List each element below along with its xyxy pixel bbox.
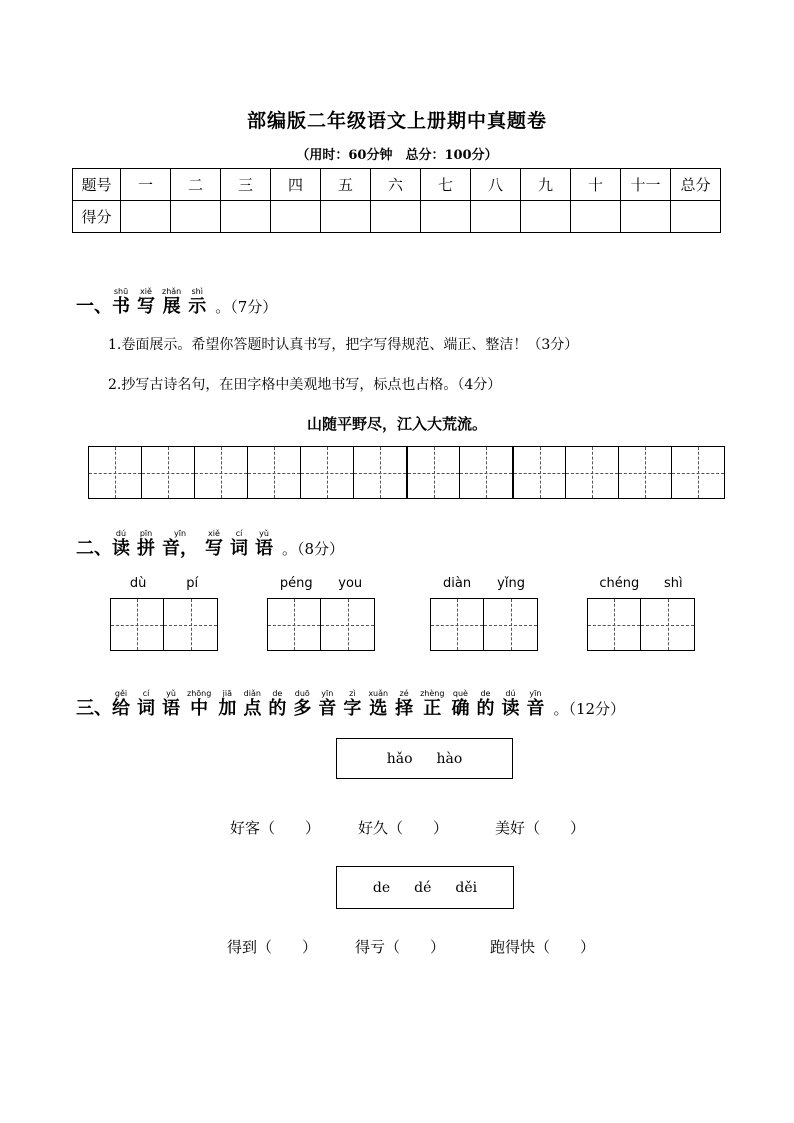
ruby-char	[318, 689, 336, 720]
pinyin: diǎn	[243, 689, 261, 698]
hanzi: 中	[190, 698, 209, 719]
section1-item1: 1.卷面展示。希望你答题时认真书写，把字写得规范、端正、整洁！（3分）	[108, 337, 579, 353]
pinyin-syllable: pí	[186, 576, 199, 591]
score-input-cell[interactable]	[621, 201, 671, 233]
score-input-cell[interactable]	[671, 201, 721, 233]
pinyin: xiě	[208, 529, 220, 538]
hanzi: 音，	[162, 538, 198, 559]
score-table-score-row	[73, 201, 721, 233]
hanzi: 读	[112, 538, 130, 559]
ruby-char	[162, 529, 198, 560]
page-subtitle: （用时：60分钟 总分：100分）	[296, 148, 498, 163]
tianzi-grid-row[interactable]	[88, 446, 725, 499]
ruby-char	[255, 529, 273, 560]
ruby-char	[420, 689, 444, 720]
score-input-cell[interactable]	[121, 201, 171, 233]
tianzi-cell[interactable]	[406, 446, 460, 499]
score-input-cell[interactable]	[471, 201, 521, 233]
pinyin: xuǎn	[368, 689, 389, 698]
hanzi: 展	[162, 296, 181, 317]
pinyin: què	[452, 689, 468, 698]
tianzi-cell[interactable]	[512, 446, 566, 499]
score-input-cell[interactable]	[371, 201, 421, 233]
score-table-header-cell: 总分	[671, 169, 721, 201]
word-pinyin	[110, 576, 218, 591]
answer-blank[interactable]: 好久（ ）	[358, 819, 449, 837]
score-table-header-cell: 十	[571, 169, 621, 201]
score-table	[72, 168, 721, 233]
word-pinyin	[430, 576, 538, 591]
pinyin-syllable: you	[338, 576, 363, 591]
score-input-cell[interactable]	[271, 201, 321, 233]
pinyin: dú	[505, 689, 516, 698]
score-input-cell[interactable]	[221, 201, 271, 233]
ruby-char	[395, 689, 413, 720]
pronunciation-option: děi	[455, 879, 478, 896]
score-table-header-cell: 十一	[621, 169, 671, 201]
hanzi: 确	[451, 698, 470, 719]
tianzi-cell[interactable]	[430, 598, 484, 651]
score-input-cell[interactable]	[521, 201, 571, 233]
poem-line: 山随平野尽，江入大荒流。	[306, 415, 487, 433]
word-grid[interactable]	[430, 598, 538, 651]
section1-heading	[76, 287, 277, 318]
ruby-char	[112, 287, 130, 318]
pinyin: de	[480, 689, 491, 698]
hanzi: 音	[318, 698, 337, 719]
section3-heading	[76, 689, 625, 720]
ruby-char	[137, 529, 155, 560]
ruby-char	[501, 689, 519, 720]
word-grid[interactable]	[267, 598, 375, 651]
ruby-char	[476, 689, 494, 720]
ruby-char	[243, 689, 261, 720]
ruby-char	[162, 689, 180, 720]
section2-heading	[76, 529, 344, 560]
pronunciation-option: hǎo	[386, 750, 413, 767]
score-table-header-cell: 四	[271, 169, 321, 201]
pinyin-syllable: yǐng	[497, 576, 525, 591]
ruby-char	[162, 287, 181, 318]
score-table-header-cell: 五	[321, 169, 371, 201]
score-input-cell[interactable]	[571, 201, 621, 233]
pronunciation-options-box	[336, 738, 513, 779]
tianzi-cell[interactable]	[194, 446, 248, 499]
hanzi: 书	[112, 296, 130, 317]
hanzi: 选	[369, 698, 388, 719]
hanzi: 择	[395, 698, 414, 719]
ruby-char	[268, 689, 286, 720]
tianzi-cell[interactable]	[671, 446, 725, 499]
score-row-label: 得分	[73, 201, 121, 233]
score-table-header-cell: 七	[421, 169, 471, 201]
score-table-header-cell: 六	[371, 169, 421, 201]
section2-score: 。（8分）	[282, 540, 345, 558]
word-grid[interactable]	[587, 598, 695, 651]
section1-item2: 2.抄写古诗名句，在田字格中美观地书写，标点也占格。（4分）	[108, 377, 502, 393]
pronunciation-option: hào	[436, 750, 463, 767]
score-table-header-cell: 题号	[73, 169, 121, 201]
tianzi-cell[interactable]	[587, 598, 641, 651]
ruby-char	[112, 529, 130, 560]
hanzi: 语	[162, 698, 180, 719]
pinyin-syllable: péng	[279, 576, 313, 591]
ruby-char	[187, 689, 211, 720]
section2-number: 二、	[76, 538, 112, 559]
ruby-char	[205, 529, 223, 560]
tianzi-cell[interactable]	[88, 446, 142, 499]
pinyin: zhǎn	[162, 287, 182, 296]
hanzi: 加	[218, 698, 237, 719]
tianzi-cell[interactable]	[459, 446, 513, 499]
pinyin-syllable: shì	[663, 576, 683, 591]
tianzi-cell[interactable]	[141, 446, 195, 499]
score-input-cell[interactable]	[321, 201, 371, 233]
ruby-char	[451, 689, 469, 720]
score-input-cell[interactable]	[171, 201, 221, 233]
tianzi-cell[interactable]	[483, 598, 538, 651]
hanzi: 语	[255, 538, 273, 559]
pinyin: jiā	[222, 689, 232, 698]
answer-blank[interactable]: 得亏（ ）	[355, 938, 446, 956]
pinyin: zhèng	[420, 689, 445, 698]
section3-score: 。（12分）	[553, 700, 626, 718]
hanzi: 读	[501, 698, 520, 719]
score-table-header-cell: 九	[521, 169, 571, 201]
hanzi: 写	[205, 538, 223, 559]
tianzi-cell[interactable]	[353, 446, 407, 499]
ruby-char	[368, 689, 388, 720]
word-pinyin	[587, 576, 695, 591]
hanzi: 写	[137, 296, 155, 317]
hanzi: 的	[268, 698, 287, 719]
pinyin: gěi	[114, 689, 128, 698]
tianzi-cell[interactable]	[565, 446, 619, 499]
hanzi: 音	[526, 698, 545, 719]
hanzi: 的	[476, 698, 495, 719]
hanzi: 正	[423, 698, 442, 719]
section3-number: 三、	[76, 698, 112, 719]
score-table-header-cell: 二	[171, 169, 221, 201]
pinyin: duō	[294, 689, 310, 698]
ruby-char	[230, 529, 248, 560]
pronunciation-options-box	[336, 866, 514, 909]
pinyin-syllable: diàn	[443, 576, 472, 591]
answer-blank[interactable]: 美好（ ）	[495, 819, 586, 837]
ruby-char	[112, 689, 130, 720]
tianzi-cell[interactable]	[300, 446, 354, 499]
tianzi-cell[interactable]	[163, 598, 218, 651]
score-table-header-cell: 三	[221, 169, 271, 201]
pinyin: cí	[235, 529, 243, 538]
hanzi: 点	[243, 698, 262, 719]
pinyin: yīn	[321, 689, 334, 698]
answer-blank[interactable]: 好客（ ）	[230, 819, 321, 837]
tianzi-cell[interactable]	[320, 598, 375, 651]
pinyin: shū	[113, 287, 129, 296]
word-grid[interactable]	[110, 598, 218, 651]
pinyin: xiě	[140, 287, 152, 296]
hanzi: 多	[293, 698, 312, 719]
pinyin-syllable: chéng	[599, 576, 640, 591]
pinyin: cí	[142, 689, 150, 698]
hanzi: 示	[188, 296, 207, 317]
pinyin: yīn	[529, 689, 542, 698]
tianzi-cell[interactable]	[640, 598, 695, 651]
section1-score: 。（7分）	[215, 298, 278, 316]
score-table-header-row	[73, 169, 721, 201]
hanzi: 词	[230, 538, 248, 559]
pinyin: zhōng	[187, 689, 212, 698]
hanzi: 拼	[137, 538, 155, 559]
hanzi: 词	[137, 698, 155, 719]
ruby-char	[526, 689, 544, 720]
ruby-char	[293, 689, 311, 720]
pinyin: shì	[191, 287, 203, 296]
answer-blank[interactable]: 得到（ ）	[227, 938, 318, 956]
pinyin: dú	[115, 529, 127, 538]
answer-blank[interactable]: 跑得快（ ）	[490, 938, 596, 956]
pronunciation-option: dé	[414, 879, 432, 896]
ruby-char	[137, 689, 155, 720]
pinyin: zé	[399, 689, 409, 698]
pinyin: yǔ	[166, 689, 176, 698]
word-pinyin	[267, 576, 375, 591]
score-input-cell[interactable]	[421, 201, 471, 233]
pronunciation-option: de	[372, 879, 391, 896]
pinyin: yīn	[173, 529, 187, 538]
tianzi-cell[interactable]	[110, 598, 164, 651]
pinyin-syllable: dù	[129, 576, 147, 591]
section1-number: 一、	[76, 296, 112, 317]
tianzi-cell[interactable]	[247, 446, 301, 499]
pinyin: yǔ	[259, 529, 269, 538]
pinyin: pīn	[139, 529, 153, 538]
ruby-char	[188, 287, 206, 318]
page-title: 部编版二年级语文上册期中真题卷	[246, 110, 547, 132]
ruby-char	[218, 689, 236, 720]
hanzi: 给	[112, 698, 130, 719]
ruby-char	[343, 689, 361, 720]
ruby-char	[137, 287, 155, 318]
tianzi-cell[interactable]	[267, 598, 321, 651]
score-table-header-cell: 一	[121, 169, 171, 201]
tianzi-cell[interactable]	[618, 446, 672, 499]
hanzi: 字	[343, 698, 362, 719]
pinyin: de	[272, 689, 283, 698]
score-table-header-cell: 八	[471, 169, 521, 201]
pinyin: zì	[349, 689, 356, 698]
